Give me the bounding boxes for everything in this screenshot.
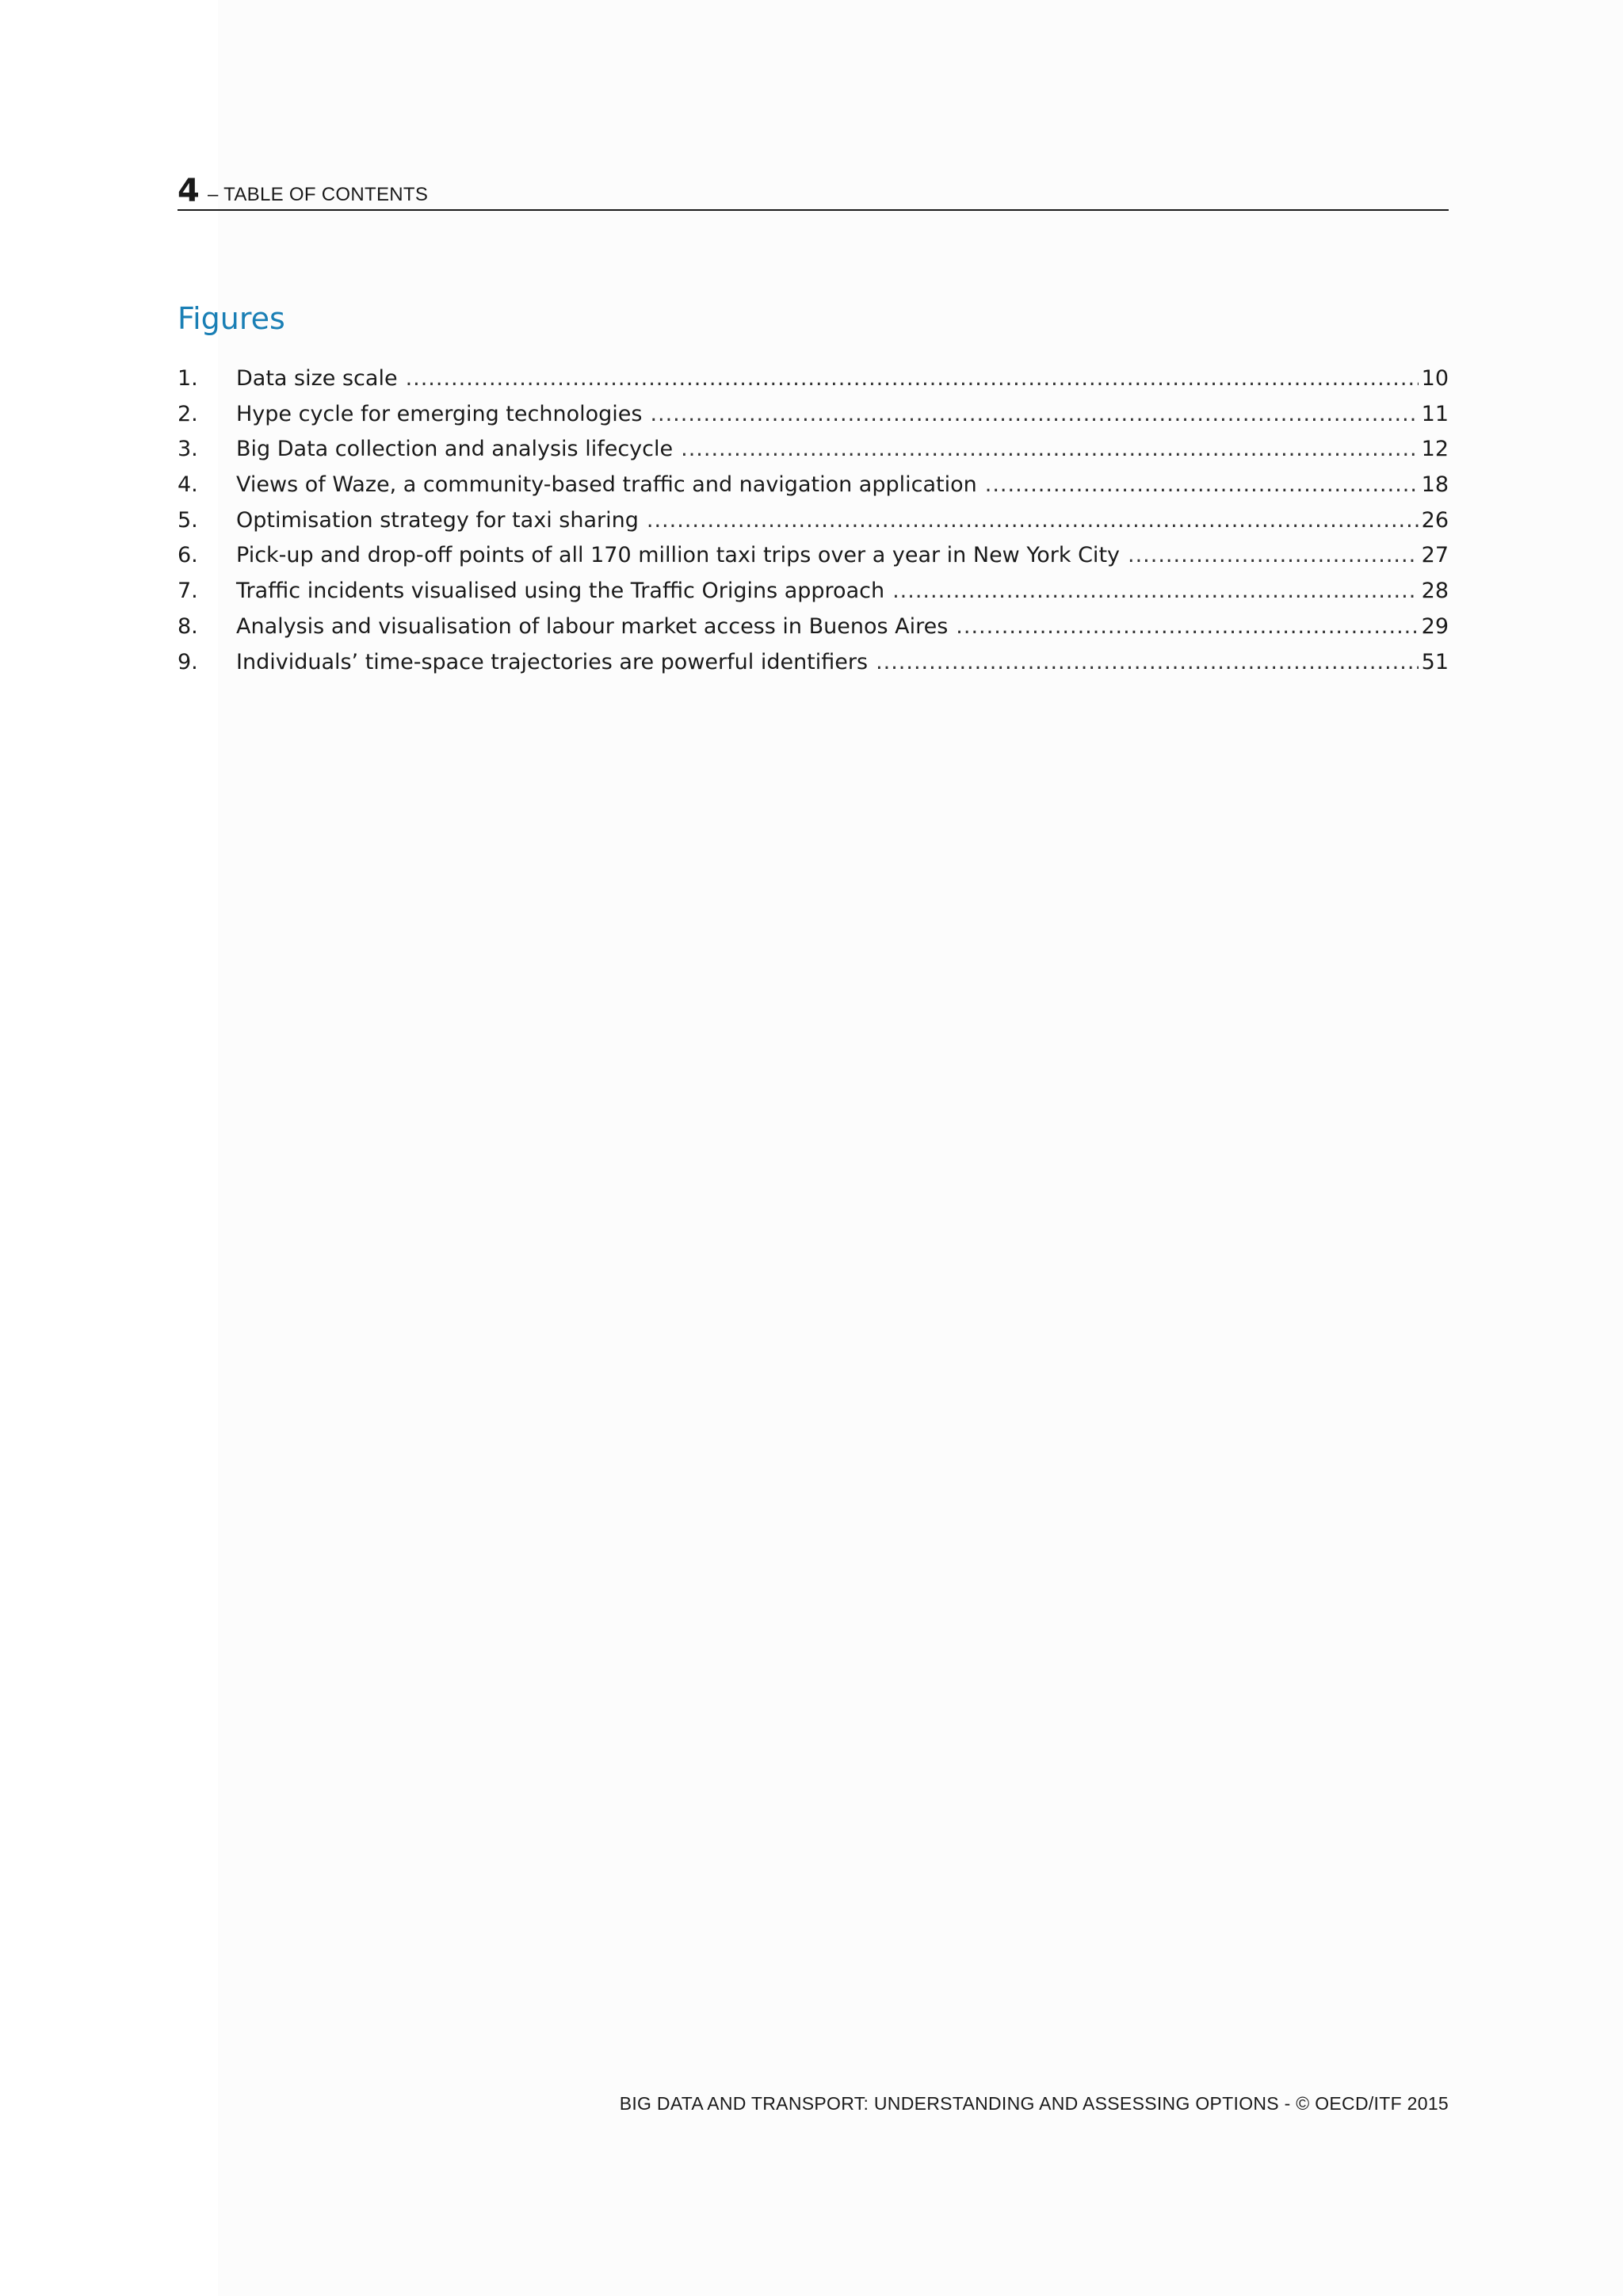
entry-page: 12	[1421, 437, 1449, 462]
toc-entry[interactable]	[178, 432, 1449, 468]
entry-page: 29	[1421, 613, 1449, 639]
entry-page: 18	[1421, 472, 1449, 498]
entry-title: Views of Waze, a community-based traffic and navigation application	[236, 472, 977, 498]
page-footer: BIG DATA AND TRANSPORT: UNDERSTANDING AND ASSESSING OPTIONS - © OECD/ITF 2015	[619, 2093, 1449, 2114]
dot-leader	[1128, 538, 1419, 574]
entry-number: 7.	[178, 579, 198, 604]
toc-entry[interactable]	[178, 574, 1449, 609]
figures-heading: Figures	[178, 301, 285, 336]
entry-page: 10	[1421, 366, 1449, 391]
dot-leader	[985, 468, 1419, 503]
toc-entry[interactable]	[178, 397, 1449, 433]
toc-entry[interactable]	[178, 503, 1449, 539]
running-header	[178, 170, 1449, 211]
entry-number: 8.	[178, 613, 198, 639]
toc-entry[interactable]	[178, 361, 1449, 397]
dot-leader	[650, 397, 1418, 433]
entry-page: 26	[1421, 507, 1449, 533]
entry-title: Hype cycle for emerging technologies	[236, 401, 643, 426]
toc-entry[interactable]	[178, 609, 1449, 645]
entry-page: 11	[1421, 401, 1449, 426]
entry-number: 3.	[178, 437, 198, 462]
dot-leader	[876, 645, 1419, 681]
entry-number: 2.	[178, 401, 198, 426]
toc-entry[interactable]	[178, 645, 1449, 681]
entry-title: Individuals’ time-space trajectories are powerful identifiers	[236, 649, 869, 674]
dot-leader	[681, 432, 1419, 468]
entry-number: 4.	[178, 472, 198, 498]
entry-title: Traffic incidents visualised using the Traffic Origins approach	[236, 579, 885, 604]
entry-title: Optimisation strategy for taxi sharing	[236, 507, 639, 533]
entry-number: 5.	[178, 507, 198, 533]
dot-leader	[406, 361, 1419, 397]
entry-number: 1.	[178, 366, 198, 391]
toc-entry[interactable]	[178, 538, 1449, 574]
page-number: 4	[178, 173, 200, 209]
entry-title: Analysis and visualisation of labour market access in Buenos Aires	[236, 613, 949, 639]
section-label: – TABLE OF CONTENTS	[208, 184, 429, 205]
toc-entry[interactable]	[178, 468, 1449, 503]
entry-title: Big Data collection and analysis lifecycle	[236, 437, 674, 462]
entry-title: Pick-up and drop-off points of all 170 million taxi trips over a year in New York City	[236, 543, 1121, 568]
figures-list	[178, 361, 1449, 680]
entry-number: 6.	[178, 543, 198, 568]
dot-leader	[892, 574, 1419, 609]
entry-page: 27	[1421, 543, 1449, 568]
entry-page: 28	[1421, 579, 1449, 604]
entry-title: Data size scale	[236, 366, 398, 391]
dot-leader	[956, 609, 1418, 645]
dot-leader	[647, 503, 1419, 539]
entry-page: 51	[1421, 649, 1449, 674]
entry-number: 9.	[178, 649, 198, 674]
